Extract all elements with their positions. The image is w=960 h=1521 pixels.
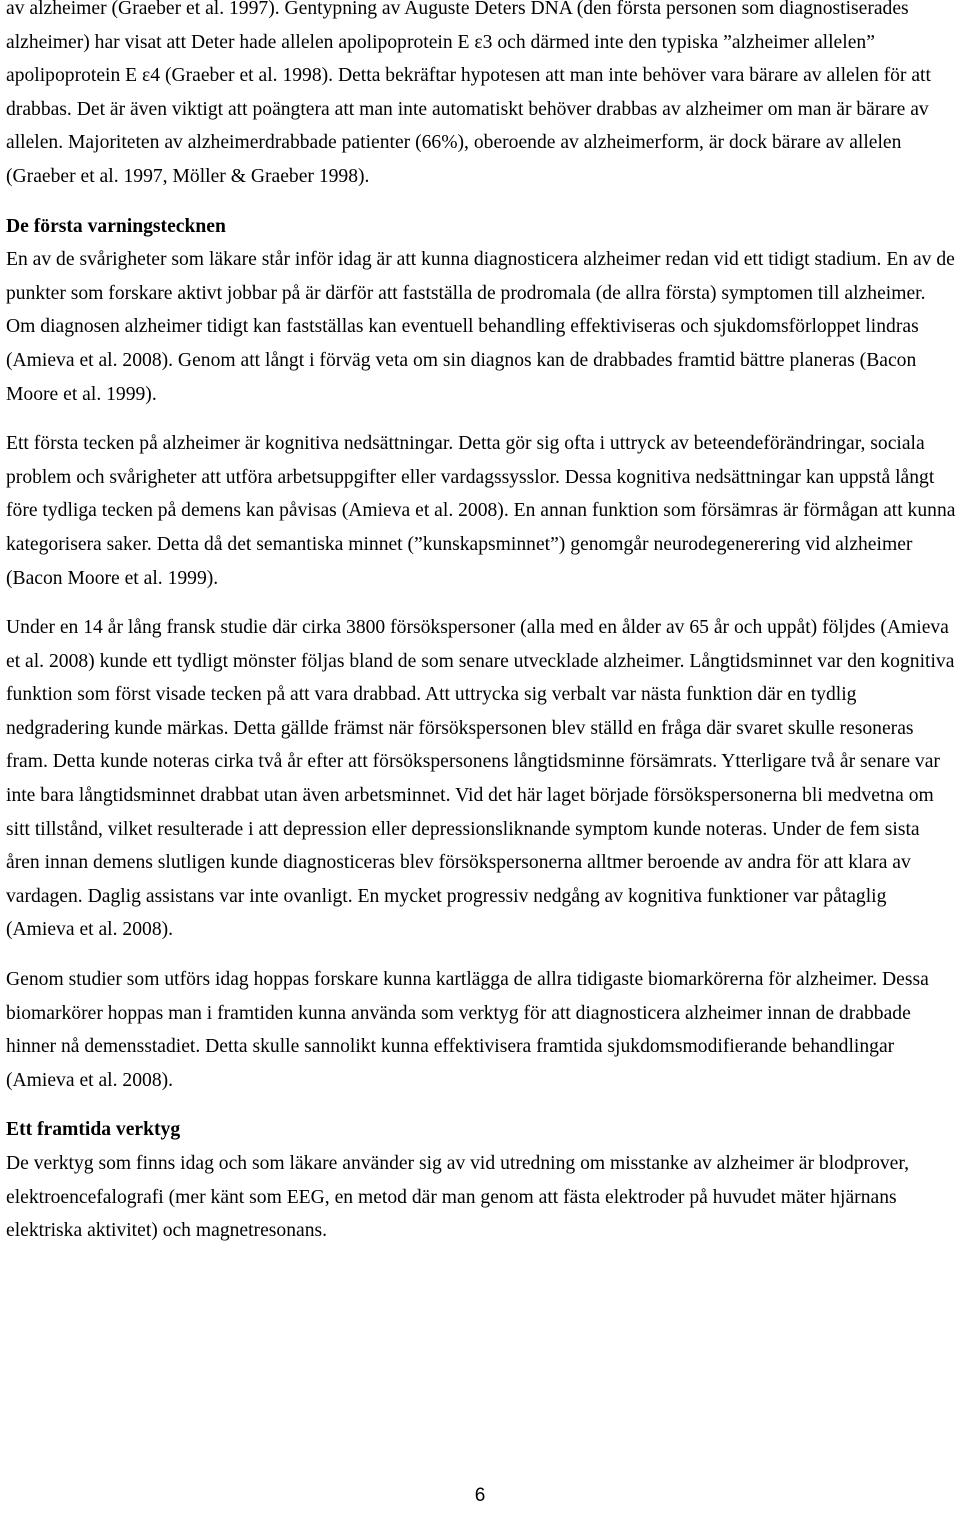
paragraph-biomarkers: Genom studier som utförs idag hoppas forskare kunna kartlägga de allra tidigaste biomarkörerna för alzheimer. Dessa biomarkörer hoppas man i framtiden kunna använda som verktyg för att diagnosticera alzheimer innan de drabbade hinner nå demensstadiet. Detta skulle sannolikt kunna effektivisera framtida sjukdomsmodifierande behandlingar (Amieva et al. 2008).: [6, 969, 929, 1091]
paragraph-cognitive-impairment: Ett första tecken på alzheimer är kognitiva nedsättningar. Detta gör sig ofta i uttryck av beteendeförändringar, sociala problem och svårigheter att utföra arbetsuppgifter eller vardagssysslor. Dessa kognitiva nedsättningar kan uppstå långt före tydliga tecken på demens kan påvisas (Amieva et al. 2008). En annan funktion som försämras är förmågan att kunna kategorisera saker. Detta då det semantiska minnet (”kunskapsminnet”) genomgår neurodegenerering vid alzheimer (Bacon Moore et al. 1999).: [6, 433, 956, 589]
heading-warning-signs: De första varningstecknen: [6, 215, 226, 237]
paragraph-genotyping: av alzheimer (Graeber et al. 1997). Gentypning av Auguste Deters DNA (den första personen som diagnostiserades alzheimer) har visat att Deter hade allelen apolipoprotein E ε3 och därmed inte den typiska ”alzheimer allelen” apolipoprotein E ε4 (Graeber et al. 1998). Detta bekräftar hypotesen att man inte behöver vara bärare av allelen för att drabbas. Det är även viktigt att poängtera att man inte automatiskt behöver drabbas av alzheimer om man är bärare av allelen. Majoriteten av alzheimerdrabbade patienter (66%), oberoende av alzheimerform, är dock bärare av allelen (Graeber et al. 1997, Möller & Graeber 1998).: [6, 0, 931, 187]
paragraph-french-study: Under en 14 år lång fransk studie där cirka 3800 försökspersoner (alla med en ålder av 65 år och uppåt) följdes (Amieva et al. 2008) kunde ett tydligt mönster följas bland de som senare utvecklade alzheimer. Långtidsminnet var den kognitiva funktion som först visade tecken på att vara drabbad. Att uttrycka sig verbalt var nästa funktion där en tydlig nedgradering kunde märkas. Detta gällde främst när försökspersonen blev ställd en fråga där svaret skulle resoneras fram. Detta kunde noteras cirka två år efter att försökspersonens långtidsminne försämrats. Ytterligare två år senare var inte bara långtidsminnet drabbat utan även arbetsminnet. Vid det här laget började försökspersonerna bli medvetna om sitt tillstånd, vilket resulterade i att depression eller depressionsliknande symptom kunde noteras. Under de fem sista åren innan demens slutligen kunde diagnosticeras blev försökspersonerna alltmer beroende av andra för att klara av vardagen. Daglig assistans var inte ovanligt. En mycket progressiv nedgång av kognitiva funktioner var påtaglig (Amieva et al. 2008).: [6, 617, 955, 941]
paragraph-early-diagnosis: En av de svårigheter som läkare står inför idag är att kunna diagnosticera alzheimer redan vid ett tidigt stadium. En av de punkter som forskare aktivt jobbar på är därför att fastställa de prodromala (de allra första) symptomen till alzheimer. Om diagnosen alzheimer tidigt kan fastställas kan eventuell behandling effektiviseras och sjukdomsförloppet lindras (Amieva et al. 2008). Genom att långt i förväg veta om sin diagnos kan de drabbades framtid bättre planeras (Bacon Moore et al. 1999).: [6, 249, 955, 405]
heading-future-tool: Ett framtida verktyg: [6, 1119, 181, 1141]
document-page: [6, 0, 956, 1248]
page-number: 6: [474, 1485, 486, 1506]
paragraph-current-tools: De verktyg som finns idag och som läkare använder sig av vid utredning om misstanke av alzheimer är blodprover, elektroencefalografi (mer känt som EEG, en metod där man genom att fästa elektroder på huvudet mäter hjärnans elektriska aktivitet) och magnetresonans.: [6, 1153, 909, 1242]
